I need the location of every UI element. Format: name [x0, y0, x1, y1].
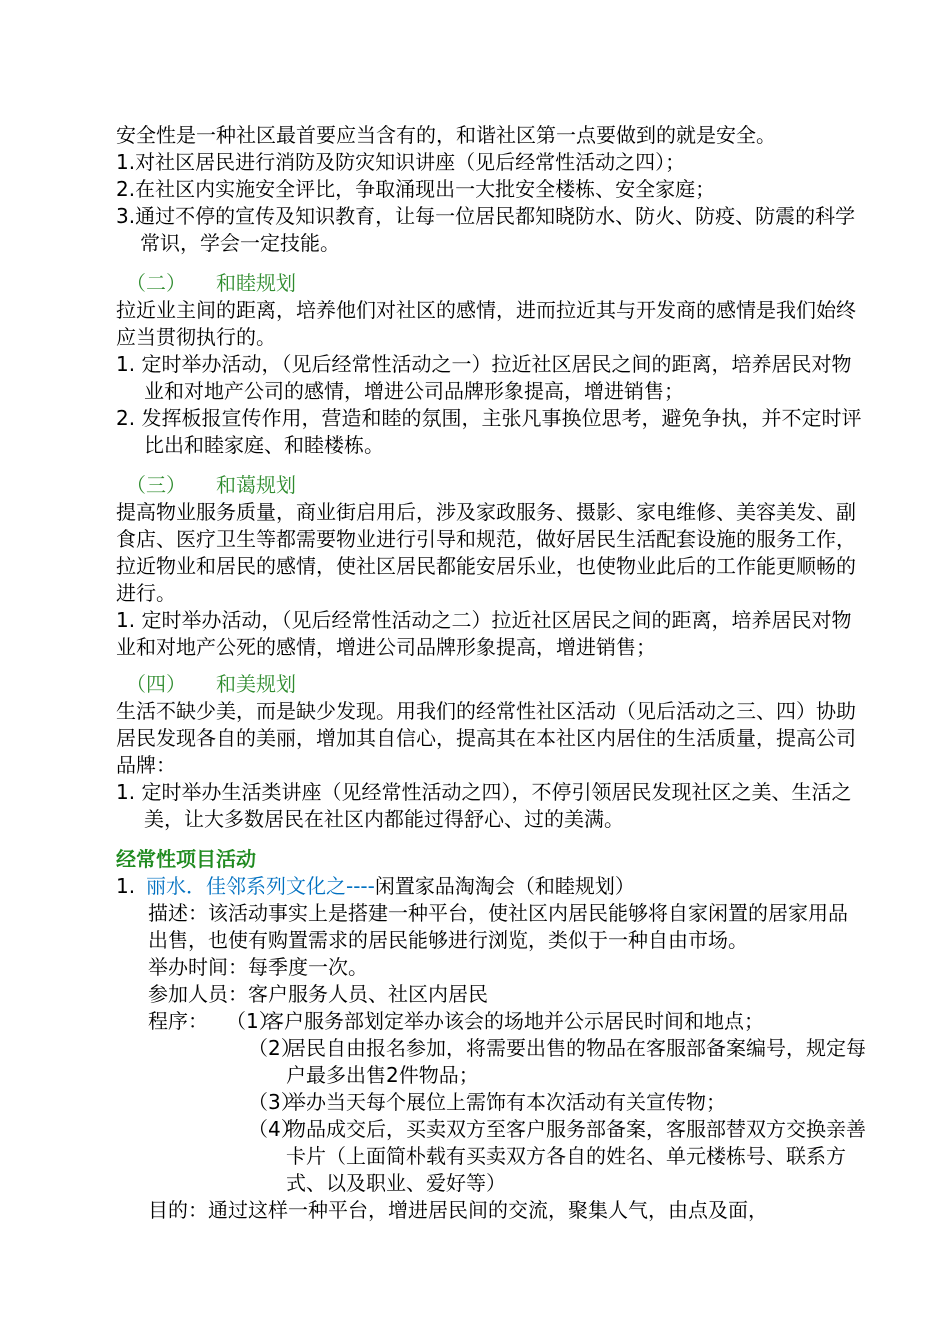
beauty-heading — [116, 671, 866, 698]
safety-section — [116, 122, 866, 257]
harmony-heading — [116, 270, 866, 297]
activity-1-number: 1. — [116, 874, 136, 898]
program-label: 程序： — [148, 1009, 208, 1033]
safety-item-2: 2.在社区内实施安全评比，争取涌现出一大批安全楼栋、安全家庭； — [116, 177, 716, 201]
activity-1-name: 闲置家品淘淘会（和睦规划） — [374, 874, 635, 898]
beauty-intro: 生活不缺少美，而是缺少发现。用我们的经常性社区活动（见后活动之三、四）协助居民发现各自的美丽，增加其自信心，提高其在本社区内居住的生活质量，提高公司品牌： — [116, 699, 856, 777]
kindness-heading — [116, 472, 866, 499]
beauty-item-1: 1. 定时举办生活类讲座（见经常性活动之四），不停引领居民发现社区之美、生活之美，让大多数居民在社区内都能过得舒心、过的美满。 — [116, 780, 852, 831]
activities-section — [116, 846, 866, 1224]
kindness-item-1: 1. 定时举办活动，（见后经常性活动之二）拉近社区居民之间的距离，培养居民对物业和对地产公死的感情，增进公司品牌形象提高，增进销售； — [116, 608, 852, 659]
beauty-heading-title: 和美规划 — [216, 672, 296, 696]
program-step-1-text: 客户服务部划定举办该会的场地并公示居民时间和地点； — [264, 1009, 764, 1033]
program-step-2 — [148, 1035, 866, 1089]
program-step-2-text: 居民自由报名参加，将需要出售的物品在客服部备案编号，规定每户最多出售2件物品； — [286, 1036, 866, 1087]
program-step-3-number: （3） — [248, 1090, 301, 1114]
program-step-1 — [148, 1008, 866, 1035]
harmony-intro: 拉近业主间的距离，培养他们对社区的感情，进而拉近其与开发商的感情是我们始终应当贯彻执行的。 — [116, 298, 856, 349]
program-step-3-text: 举办当天每个展位上需饰有本次活动有关宣传物； — [286, 1090, 726, 1114]
kindness-heading-title: 和蔼规划 — [216, 473, 296, 497]
activity-1-participants: 参加人员：客户服务人员、社区内居民 — [148, 982, 488, 1006]
kindness-section — [116, 472, 866, 661]
activity-1-title — [116, 873, 866, 900]
harmony-section — [116, 270, 866, 459]
safety-intro: 安全性是一种社区最首要应当含有的，和谐社区第一点要做到的就是安全。 — [116, 123, 776, 147]
harmony-item-1: 1. 定时举办活动，（见后经常性活动之一）拉近社区居民之间的距离，培养居民对物业和对地产公司的感情，增进公司品牌形象提高，增进销售； — [116, 352, 852, 403]
program-step-4-text: 物品成交后，买卖双方至客户服务部备案，客服部替双方交换亲善卡片（上面简朴载有买卖双方各自的姓名、单元楼栋号、联系方式、以及职业、爱好等） — [286, 1117, 866, 1195]
program-step-3 — [148, 1089, 866, 1116]
activity-1-program — [116, 1008, 866, 1197]
harmony-heading-number: （二） — [126, 271, 186, 295]
program-step-2-number: （2） — [248, 1036, 301, 1060]
activity-1-purpose: 目的：通过这样一种平台，增进居民间的交流，聚集人气，由点及面， — [148, 1198, 768, 1222]
beauty-section — [116, 671, 866, 833]
program-step-4-number: （4） — [248, 1117, 301, 1141]
program-step-1-number: （1） — [226, 1009, 279, 1033]
harmony-heading-title: 和睦规划 — [216, 271, 296, 295]
activity-1-time: 举办时间：每季度一次。 — [148, 955, 368, 979]
beauty-heading-number: （四） — [126, 672, 186, 696]
safety-item-3: 3.通过不停的宣传及知识教育，让每一位居民都知晓防水、防火、防疫、防震的科学常识，学会一定技能。 — [116, 204, 856, 255]
kindness-intro: 提高物业服务质量，商业街启用后，涉及家政服务、摄影、家电维修、美容美发、副食店、医疗卫生等都需要物业进行引导和规范，做好居民生活配套设施的服务工作，拉近物业和居民的感情，使社区居民都能安居乐业，也使物业此后的工作能更顺畅的进行。 — [116, 500, 856, 605]
activity-1-description: 描述：该活动事实上是搭建一种平台，使社区内居民能够将自家闲置的居家用品出售，也使有购置需求的居民能够进行浏览，类似于一种自由市场。 — [148, 901, 848, 952]
program-step-4 — [148, 1116, 866, 1197]
kindness-heading-number: （三） — [126, 473, 186, 497]
harmony-item-2: 2. 发挥板报宣传作用，营造和睦的氛围，主张凡事换位思考，避免争执，并不定时评比出和睦家庭、和睦楼栋。 — [116, 406, 862, 457]
activity-1-series: 丽水．佳邻系列文化之---- — [146, 874, 375, 898]
activities-heading: 经常性项目活动 — [116, 847, 256, 871]
safety-item-1: 1.对社区居民进行消防及防灾知识讲座（见后经常性活动之四）； — [116, 150, 686, 174]
